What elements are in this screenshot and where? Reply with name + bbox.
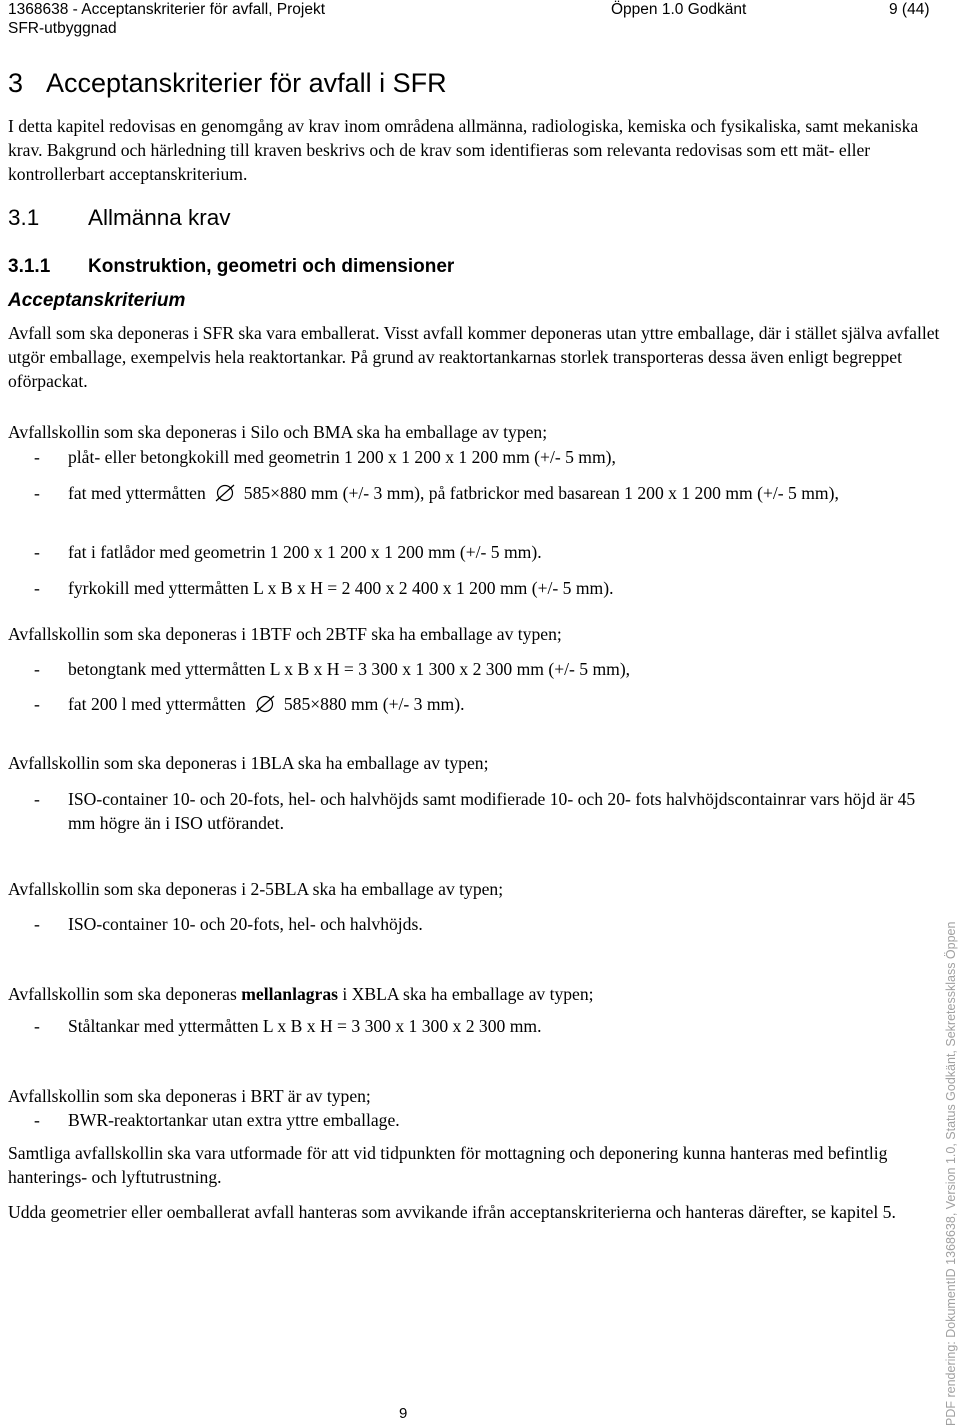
list-item xyxy=(8,1014,938,1038)
closing-paragraph-1: Samtliga avfallskollin ska vara utformade för att vid tidpunkten för mottagning och deponering kunna hanteras med befintlig hanterings- och lyftutrustning. xyxy=(8,1143,888,1187)
subsection-number: 3.1.1 xyxy=(8,256,51,277)
list-item xyxy=(8,445,938,469)
bla25-intro: Avfallskollin som ska deponeras i 2-5BLA ska ha emballage av typen; xyxy=(8,879,504,899)
bla1-intro: Avfallskollin som ska deponeras i 1BLA ska ha emballage av typen; xyxy=(8,753,489,773)
fat200-text-before: fat 200 l med yttermåtten xyxy=(68,694,246,714)
section-title: Allmänna krav xyxy=(88,205,231,230)
xbla-intro xyxy=(8,982,943,1006)
closing-paragraph-2: Udda geometrier eller oemballerat avfall hanteras som avvikande ifrån acceptanskriterierna och hanteras därefter, se kapitel 5. xyxy=(8,1202,896,1222)
diameter-icon xyxy=(254,695,276,713)
list-dash: - xyxy=(34,542,40,562)
list-item-text: ISO-container 10- och 20-fots, hel- och halvhöjds. xyxy=(68,914,423,934)
silo-bma-intro: Avfallskollin som ska deponeras i Silo och BMA ska ha emballage av typen; xyxy=(8,422,548,442)
subsection-heading xyxy=(8,255,454,279)
xbla-intro-before: Avfallskollin som ska deponeras xyxy=(8,984,237,1004)
list-item-text xyxy=(68,481,938,505)
chapter-heading xyxy=(8,67,447,99)
list-item-text: plåt- eller betongkokill med geometrin 1 200 x 1 200 x 1 200 mm (+/- 5 mm), xyxy=(68,447,616,467)
section-heading xyxy=(8,204,231,232)
list-item xyxy=(8,657,938,681)
fat-text-dims: 585×880 mm (+/- 3 mm), på fatbrickor med basarean 1 200 x 1 200 mm (+/- 5 mm), xyxy=(243,483,839,503)
list-item xyxy=(8,912,938,936)
list-item-text: betongtank med yttermåtten L x B x H = 3 300 x 1 300 x 2 300 mm (+/- 5 mm), xyxy=(68,659,631,679)
intro-paragraph: I detta kapitel redovisas en genomgång av krav inom områdena allmänna, radiologiska, kemiska och fysikaliska, samt mekaniska krav. Bakgrund och härledning till kraven beskrivs och de krav som identifieras som relevanta redovisas som ett mät- eller kontrollerbart acceptanskriterium. xyxy=(8,116,919,184)
list-item xyxy=(8,787,938,835)
chapter-title: Acceptanskriterier för avfall i SFR xyxy=(46,68,447,98)
diameter-icon xyxy=(214,484,236,502)
criterion-heading: Acceptanskriterium xyxy=(8,290,186,311)
chapter-number: 3 xyxy=(8,68,24,98)
section-number: 3.1 xyxy=(8,205,40,230)
packaging-paragraph: Avfall som ska deponeras i SFR ska vara emballerat. Visst avfall kommer deponeras utan yttre emballage, där i stället själva avfallet utgör emballage, exempelvis hela reaktortankar. På grund av reaktortankarnas storlek transporteras dessa även enligt begreppet oförpackat. xyxy=(8,323,940,391)
list-item-text: fat i fatlådor med geometrin 1 200 x 1 200 x 1 200 mm (+/- 5 mm). xyxy=(68,542,542,562)
list-item xyxy=(8,1108,938,1132)
list-item-text: fyrkokill med yttermåtten L x B x H = 2 400 x 2 400 x 1 200 mm (+/- 5 mm). xyxy=(68,578,614,598)
btf-intro: Avfallskollin som ska deponeras i 1BTF och 2BTF ska ha emballage av typen; xyxy=(8,624,562,644)
list-item xyxy=(8,576,938,600)
list-item-text: Ståltankar med yttermåtten L x B x H = 3 300 x 1 300 x 2 300 mm. xyxy=(68,1016,542,1036)
fat200-text-dims: 585×880 mm (+/- 3 mm). xyxy=(283,694,465,714)
list-dash: - xyxy=(34,789,40,809)
list-item-text xyxy=(68,692,938,716)
list-item xyxy=(8,692,938,716)
list-dash: - xyxy=(34,483,40,503)
footer-page-number: 9 xyxy=(399,1405,408,1422)
fat-text-before: fat med yttermåtten xyxy=(68,483,206,503)
list-dash: - xyxy=(34,1016,40,1036)
list-item-text: ISO-container 10- och 20-fots, hel- och halvhöjds samt modifierade 10- och 20- fots halvhöjdscontainrar vars höjd är 45 mm högre än i ISO utförandet. xyxy=(68,789,916,833)
subsection-title: Konstruktion, geometri och dimensioner xyxy=(88,256,455,277)
list-item xyxy=(8,481,938,505)
header-document-title: 1368638 - Acceptanskriterier för avfall, Projekt SFR-utbyggnad xyxy=(8,1,326,37)
list-dash: - xyxy=(34,659,40,679)
brt-intro: Avfallskollin som ska deponeras i BRT är av typen; xyxy=(8,1086,371,1106)
side-rendering-note: PDF rendering: DokumentID 1368638, Version 1.0, Status Godkänt, Sekretessklass Öppen xyxy=(944,921,958,1426)
xbla-intro-after: i XBLA ska ha emballage av typen; xyxy=(342,984,594,1004)
list-dash: - xyxy=(34,447,40,467)
list-item xyxy=(8,540,938,564)
header-status: Öppen 1.0 Godkänt xyxy=(611,1,747,18)
list-dash: - xyxy=(34,914,40,934)
list-dash: - xyxy=(34,1110,40,1130)
header-page-count: 9 (44) xyxy=(889,1,930,18)
list-dash: - xyxy=(34,578,40,598)
list-item-text: BWR-reaktortankar utan extra yttre emballage. xyxy=(68,1110,400,1130)
list-dash: - xyxy=(34,694,40,714)
xbla-intro-bold: mellanlagras xyxy=(241,984,339,1004)
